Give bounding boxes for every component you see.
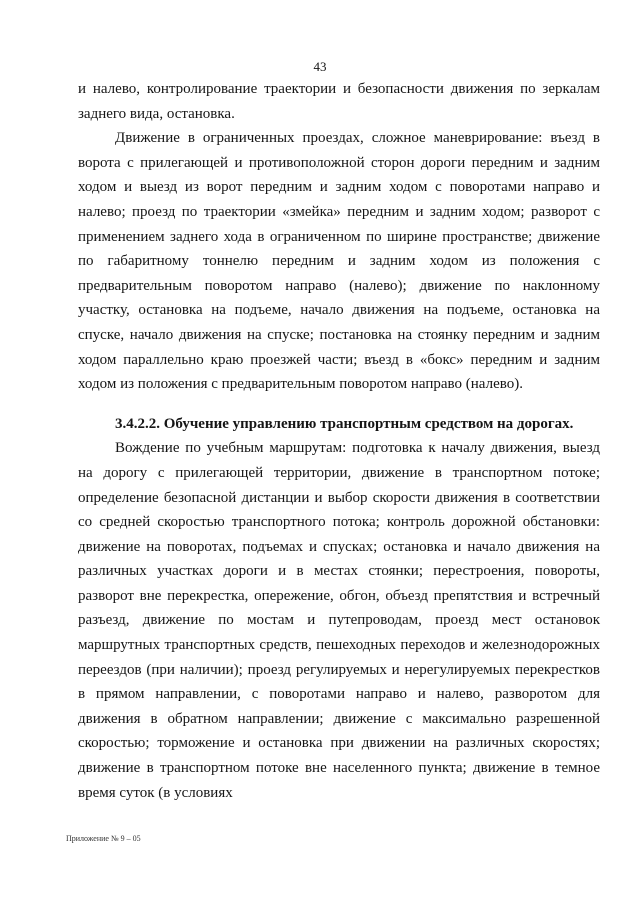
document-body (78, 77, 600, 805)
footer-note: Приложение № 9 – 05 (66, 834, 141, 843)
paragraph-road-training: Вождение по учебным маршрутам: подготовка к началу движения, выезд на дорогу с прилегающей территории, движение в транспортном потоке; определение безопасной дистанции и выбор скорости движения в соответствии со средней скоростью транспортного потока; контроль дорожной обстановки: движение на поворотах, подъемах и спусках; остановка и начало движения на различных участках дороги и в местах стоянки; перестроения, повороты, разворот вне перекрестка, опережение, обгон, объезд препятствия и встречный разъезд, движение по мостам и путепроводам, проезд мест остановок маршрутных транспортных средств, пешеходных переходов и железнодорожных переездов (при наличии); проезд регулируемых и нерегулируемых перекрестков в прямом направлении, с поворотами направо и налево, разворотом для движения в обратном направлении; движение с максимально разрешенной скоростью; торможение и остановка при движении на различных скоростях; движение в транспортном потоке вне населенного пункта; движение в темное время суток (в условиях (78, 440, 600, 801)
section-heading: 3.4.2.2. Обучение управлению транспортным средством на дорогах. (115, 415, 574, 432)
paragraph-restricted-driving: Движение в ограниченных проездах, сложное маневрирование: въезд в ворота с прилегающей и противоположной сторон дороги передним и задним ходом и выезд из ворот передним и задним ходом с поворотами направо и налево; проезд по траектории «змейка» передним и задним ходом; разворот с применением заднего хода в ограниченном по ширине пространстве; движение по габаритному тоннелю передним и задним ходом из положения с предварительным поворотом направо (налево); движение по наклонному участку, остановка на подъеме, начало движения на подъеме, остановка на спуске, начало движения на спуске; постановка на стоянку передним и задним ходом параллельно краю проезжей части; въезд в «бокс» передним и задним ходом из положения с предварительным поворотом направо (налево). (78, 130, 600, 393)
page-number: 43 (313, 59, 327, 74)
paragraph-continued: и налево, контролирование траектории и безопасности движения по зеркалам заднего вида, остановка. (78, 81, 600, 122)
